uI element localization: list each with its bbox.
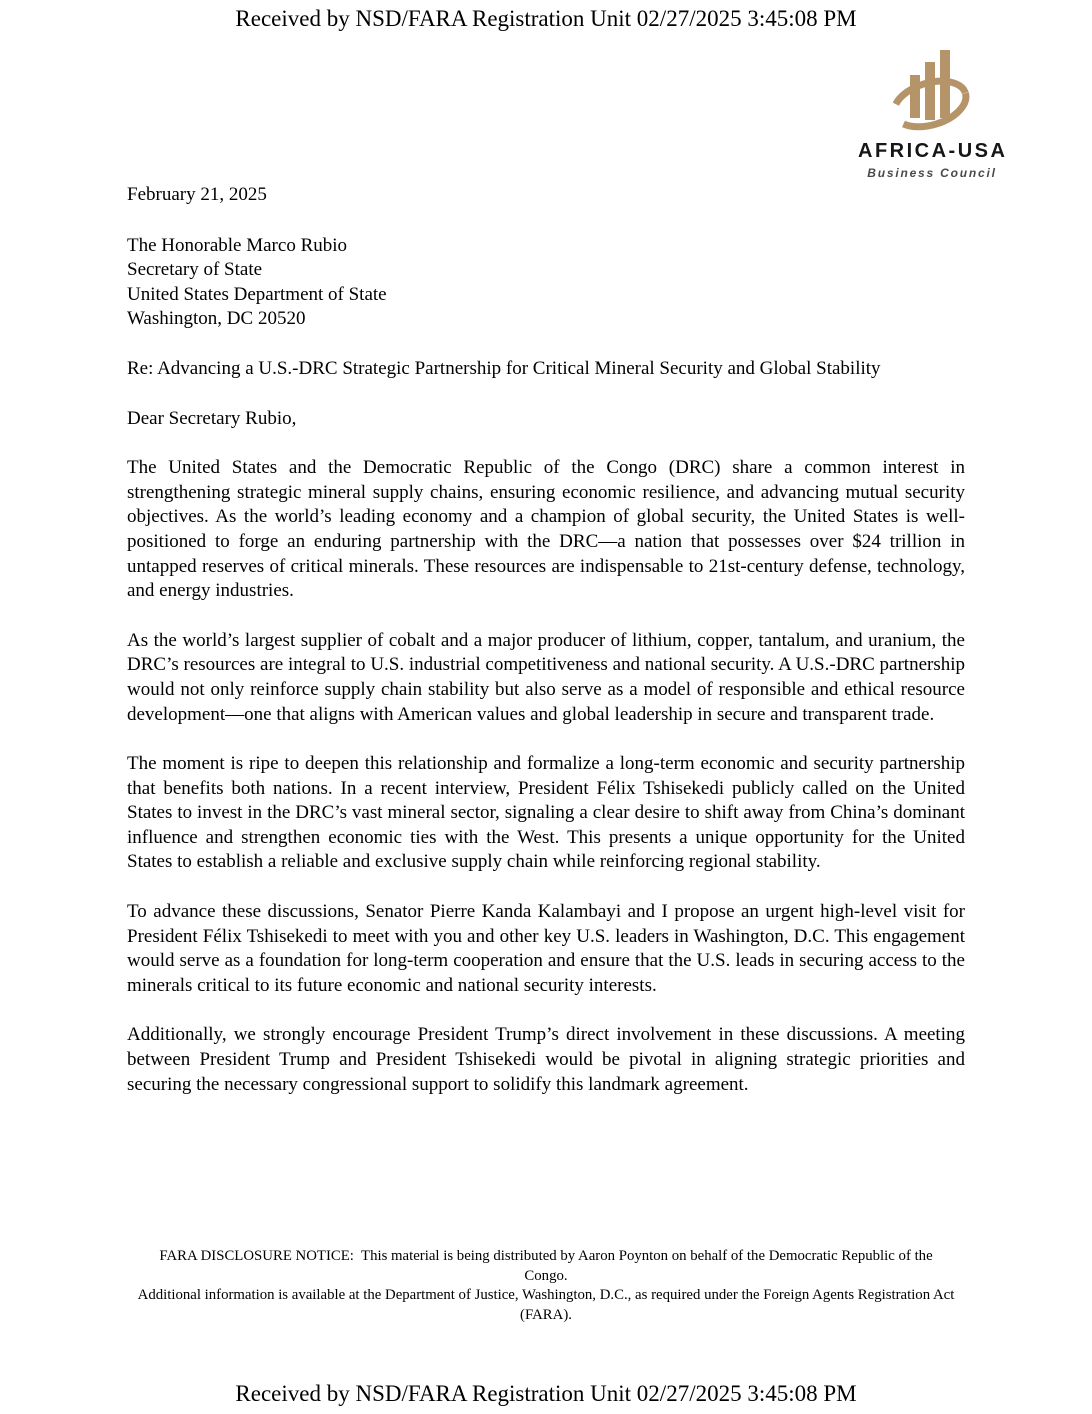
recipient-city: Washington, DC 20520 <box>127 308 306 330</box>
subject-line: Re: Advancing a U.S.-DRC Strategic Partnership for Critical Mineral Security and Global Stability <box>127 357 881 379</box>
org-name: AFRICA-USA <box>858 140 1008 162</box>
letter-body <box>127 183 965 1097</box>
paragraph-4: To advance these discussions, Senator Pierre Kanda Kalambayi and I propose an urgent high-level visit for President Félix Tshisekedi to meet with you and other key U.S. leaders in Washington, D.C. This engagement would serve as a foundation for long-term cooperation and ensure that the U.S. leads in securing access to the minerals critical to its future economic and national security interests. <box>127 901 965 996</box>
fara-received-stamp-top: Received by NSD/FARA Registration Unit 02/27/2025 3:45:08 PM <box>235 6 857 31</box>
recipient-org: United States Department of State <box>127 283 387 305</box>
paragraph-3: The moment is ripe to deepen this relationship and formalize a long-term economic and security partnership that benefits both nations. In a recent interview, President Félix Tshisekedi publicly called on the United States to invest in the DRC’s vast mineral sector, signaling a clear desire to shift away from China’s dominant influence and strengthen economic ties with the West. This presents a unique opportunity for the United States to establish a reliable and exclusive supply chain while reinforcing regional stability. <box>127 753 965 873</box>
disclosure-line-2: Additional information is available at the Department of Justice, Washington, D.C., as required under the Foreign Agents Registration Act <box>137 1287 955 1303</box>
salutation: Dear Secretary Rubio, <box>127 407 297 429</box>
org-subtitle: Business Council <box>867 166 997 180</box>
recipient-name: The Honorable Marco Rubio <box>127 234 348 256</box>
paragraph-1: The United States and the Democratic Republic of the Congo (DRC) share a common interest in strengthening strategic mineral supply chains, ensuring economic resilience, and advancing mutual security objectives. As the world’s leading economy and a champion of global security, the United States is well-positioned to forge an enduring partnership with the DRC—a nation that possesses over $24 trillion in untapped reserves of critical minerals. These resources are indispensable to 21st-century defense, technology, and energy industries. <box>127 457 965 602</box>
disclosure-line-3: (FARA). <box>520 1306 572 1323</box>
recipient-address <box>127 234 965 332</box>
fara-disclosure-notice <box>136 1247 956 1325</box>
letter-date: February 21, 2025 <box>127 184 267 205</box>
recipient-title: Secretary of State <box>127 259 263 281</box>
paragraph-2: As the world’s largest supplier of cobalt and a major producer of lithium, copper, tantalum, and uranium, the DRC’s resources are integral to U.S. industrial competitiveness and national security. A U.S.-DRC partnership would not only reinforce supply chain stability but also serve as a model of responsible and ethical resource development—one that aligns with American values and global leadership in secure and transparent trade. <box>127 629 965 725</box>
fara-received-stamp-bottom: Received by NSD/FARA Registration Unit 02/27/2025 3:45:08 PM <box>235 1381 857 1406</box>
paragraph-5: Additionally, we strongly encourage President Trump’s direct involvement in these discussions. A meeting between President Trump and President Tshisekedi would be pivotal in aligning strategic priorities and securing the necessary congressional support to solidify this landmark agreement. <box>127 1024 965 1095</box>
org-logo <box>858 46 1006 180</box>
bar-chart-swoosh-icon <box>877 46 987 138</box>
disclosure-line-1: FARA DISCLOSURE NOTICE: This material is being distributed by Aaron Poynton on behalf of the Democratic Republic of the Congo. <box>159 1248 933 1284</box>
